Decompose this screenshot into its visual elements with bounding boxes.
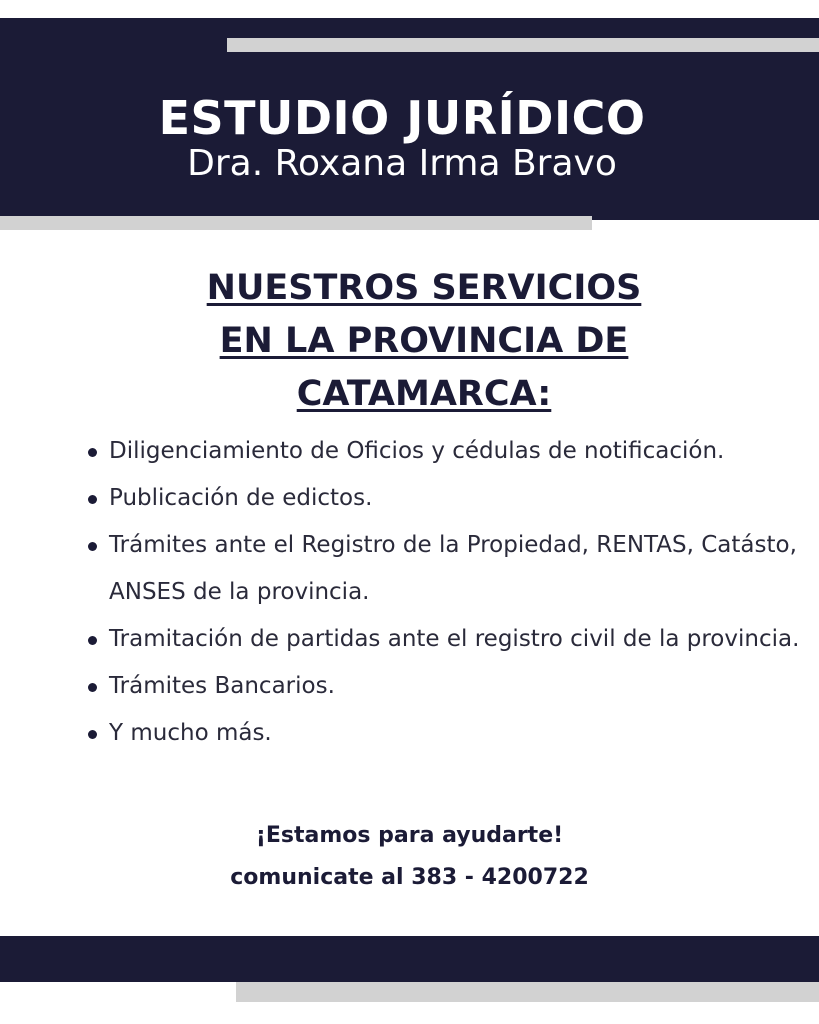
services-heading-line-2: EN LA PROVINCIA DE: [219, 321, 629, 361]
list-item: Diligenciamiento de Oficios y cédulas de notificación.: [88, 428, 800, 475]
header-top-accent-line: [227, 38, 819, 52]
list-item: Trámites Bancarios.: [88, 663, 800, 710]
page-title: ESTUDIO JURÍDICO: [158, 91, 646, 145]
services-heading: [0, 262, 819, 421]
list-item: Publicación de edictos.: [88, 475, 800, 522]
services-heading-line-3: CATAMARCA:: [296, 374, 552, 414]
footer-accent-line: [236, 982, 819, 1002]
list-item: Trámites ante el Registro de la Propiedad, RENTAS, Catásto, ANSES de la provincia.: [88, 522, 800, 616]
list-item: Tramitación de partidas ante el registro civil de la provincia.: [88, 616, 800, 663]
list-item: Y mucho más.: [88, 710, 800, 757]
call-to-action: [0, 815, 819, 899]
services-heading-line-1: NUESTROS SERVICIOS: [206, 268, 642, 308]
cta-line-help: ¡Estamos para ayudarte!: [255, 823, 564, 848]
services-list: [88, 428, 800, 757]
cta-line-phone: comunicate al 383 - 4200722: [230, 865, 589, 890]
header-bottom-accent-line: [0, 216, 592, 230]
footer-band: [0, 936, 819, 982]
page-subtitle: Dra. Roxana Irma Bravo: [187, 143, 617, 184]
